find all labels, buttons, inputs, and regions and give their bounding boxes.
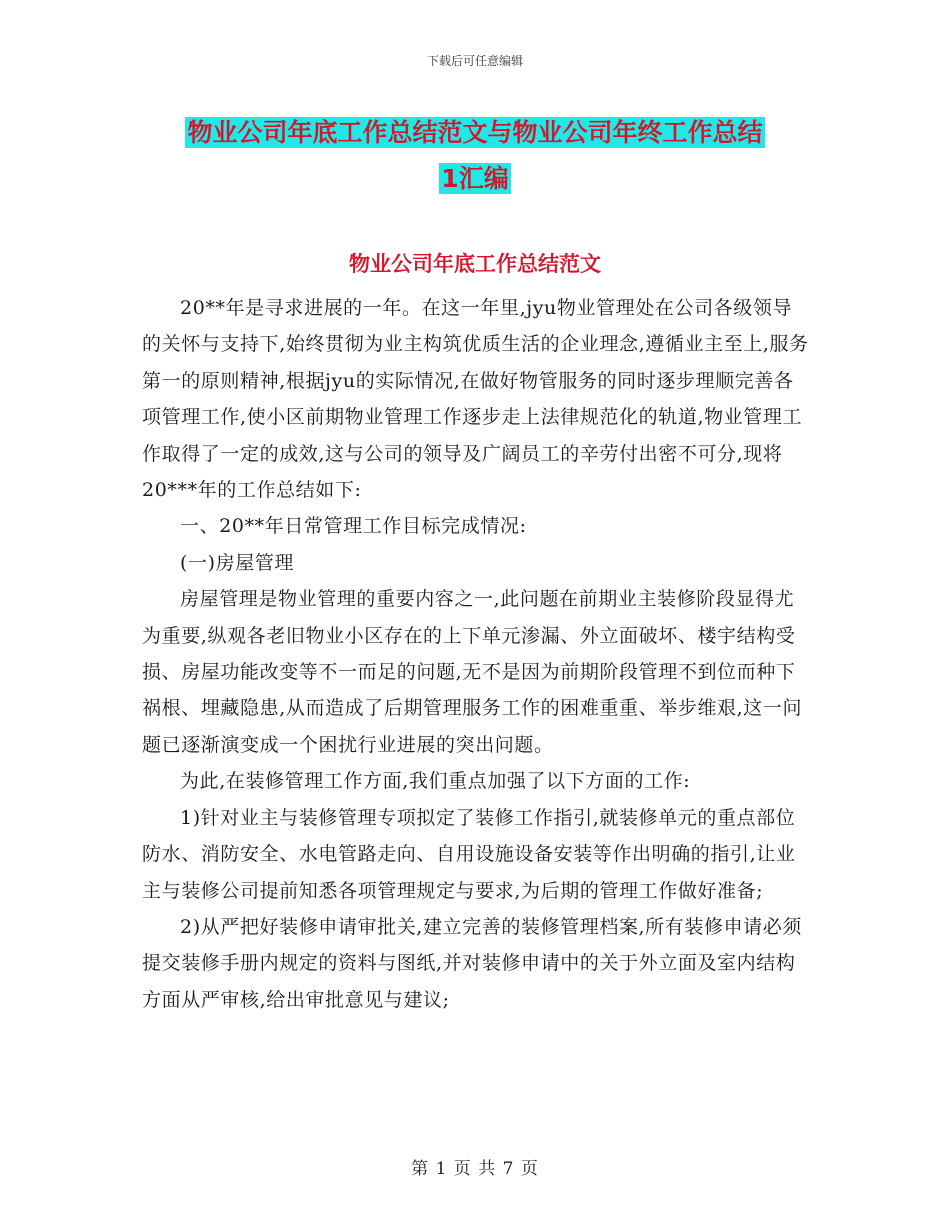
section-title: 物业公司年底工作总结范文 xyxy=(349,252,601,276)
header-note: 下载后可任意编辑 xyxy=(426,54,523,68)
body-text xyxy=(142,290,810,1018)
paragraph: 为此,在装修管理工作方面,我们重点加强了以下方面的工作: xyxy=(180,770,691,793)
document-title-line-1: 物业公司年底工作总结范文与物业公司年终工作总结 xyxy=(187,118,763,147)
paragraph: 一、20**年日常管理工作目标完成情况: xyxy=(180,515,527,538)
paragraph: 2)从严把好装修申请审批关,建立完善的装修管理档案,所有装修申请必须提交装修手册内规定的资料与图纸,并对装修申请中的关于外立面及室内结构方面从严审核,给出审批意见与建议; xyxy=(142,915,802,1011)
paragraph: 房屋管理是物业管理的重要内容之一,此问题在前期业主装修阶段显得尤为重要,纵观各老旧物业小区存在的上下单元渗漏、外立面破坏、楼宇结构受损、房屋功能改变等不一而足的问题,无不是因为前期阶段管理不到位而种下祸根、埋藏隐患,从而造成了后期管理服务工作的困难重重、举步维艰,这一问题已逐渐演变成一个困扰行业进展的突出问题。 xyxy=(142,588,803,756)
paragraph: 1)针对业主与装修管理专项拟定了装修工作指引,就装修单元的重点部位防水、消防安全、水电管路走向、自用设施设备安装等作出明确的指引,让业主与装修公司提前知悉各项管理规定与要求,为后期的管理工作做好准备; xyxy=(142,806,796,902)
page-number-footer: 第 1 页 共 7 页 xyxy=(411,1159,539,1179)
paragraph: 20**年是寻求进展的一年。在这一年里,jyu物业管理处在公司各级领导的关怀与支持下,始终贯彻为业主构筑优质生活的企业理念,遵循业主至上,服务第一的原则精神,根据jyu的实际情况,在做好物管服务的同时逐步理顺完善各项管理工作,使小区前期物业管理工作逐步走上法律规范化的轨道,物业管理工作取得了一定的成效,这与公司的领导及广阔员工的辛劳付出密不可分,现将20***年的工作总结如下: xyxy=(142,297,809,502)
document-title xyxy=(140,110,810,202)
document-title-line-2: 1汇编 xyxy=(441,164,509,193)
paragraph: (一)房屋管理 xyxy=(180,551,295,574)
